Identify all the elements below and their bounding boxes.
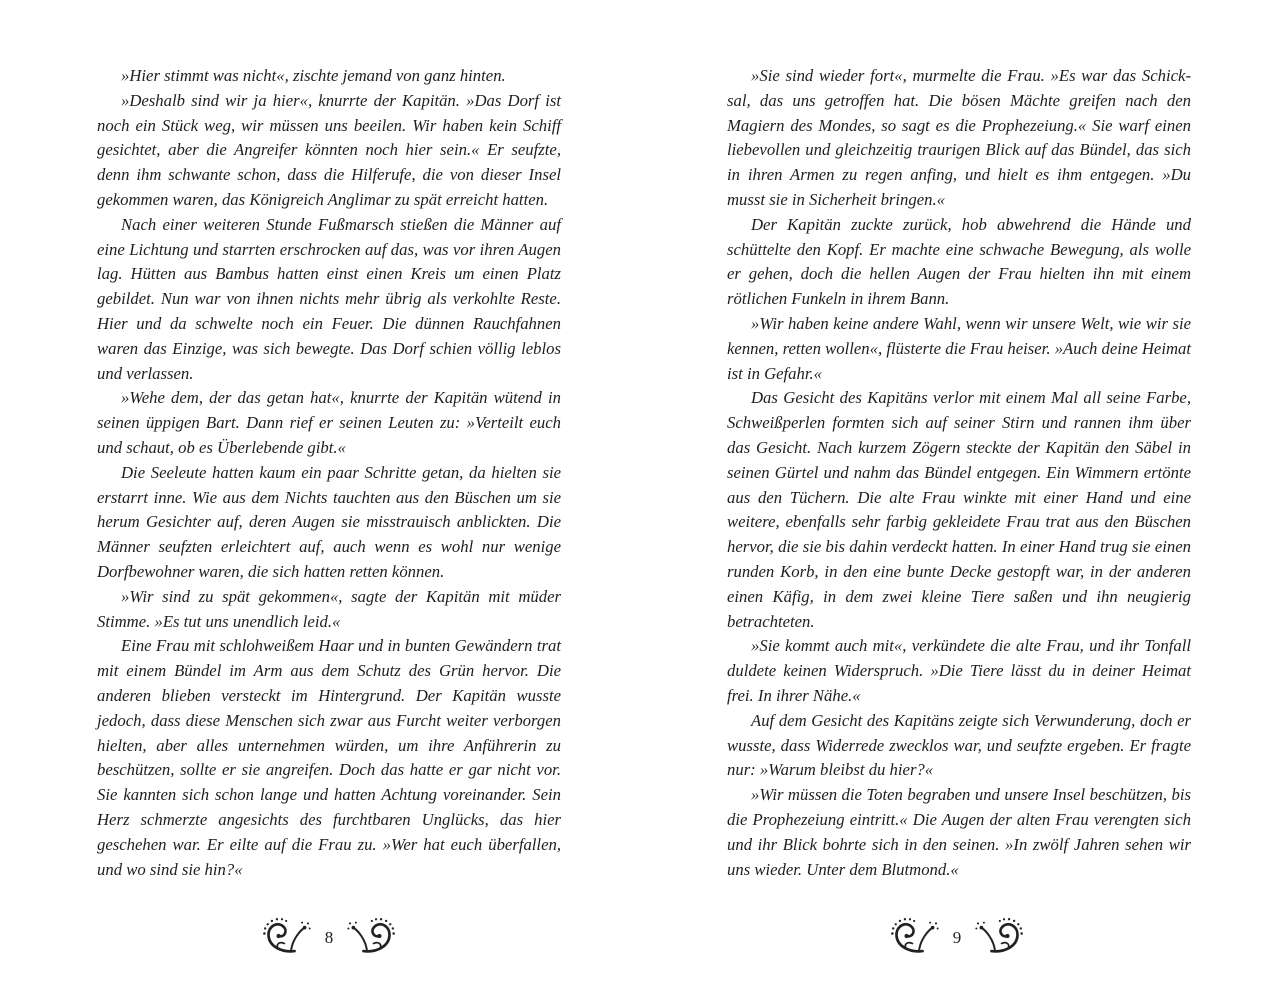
paragraph: »Sie sind wieder fort«, murmelte die Frau. »Es war das Schicksal, das uns getroffen hat. Die bösen Mächte greifen nach den Magiern des Mondes, so sagt es die Prophezeiung.« Sie warf einen liebevollen und gleichzeitig traurigen Blick auf das Bündel, das sich in ihren Armen zu regen anfing, und hielt es ihm entgegen. »Du musst sie in Sicherheit bringen.« (727, 66, 1191, 209)
paragraph: Eine Frau mit schlohweißem Haar und in bunten Gewändern trat mit einem Bündel im Arm aus dem Schutz des Grün hervor. Die anderen blieben versteckt im Hintergrund. Der Kapitän wusste jedoch, dass diese Menschen sich zwar aus Furcht weiter verborgen hielten, aber alles unternehmen würden, um ihre Anführerin zu beschützen, sollte er sie angreifen. Doch das hatte er gar nicht vor. Sie kannten sich schon lange und hatten Achtung voreinander. Sein Herz schmerzte angesichts des furchtbaren Unglücks, das hier geschehen war. Er eilte auf die Frau zu. »Wer hat euch überfallen, und wo sind sie hin?« (97, 636, 561, 879)
swirl-flourish-icon (973, 912, 1025, 960)
paragraph: »Sie kommt auch mit«, verkündete die alte Frau, und ihr Tonfall duldete keinen Widerspruch. »Die Tiere lässt du in deiner Heimat frei. In ihrer Nähe.« (727, 636, 1191, 705)
page-number: 8 (324, 928, 334, 947)
paragraph: »Wir sind zu spät gekommen«, sagte der Kapitän mit müder Stimme. »Es tut uns unendlich leid.« (97, 586, 561, 631)
paragraph: »Wir müssen die Toten begraben und unsere Insel beschützen, bis die Prophezeiung eintritt.« Die Augen der alten Frau verengten sich und ihr Blick bohrte sich in den seinen. »In zwölf Jahren sehen wir uns wieder. Unter dem Blutmond.« (727, 785, 1191, 879)
right-page-text (727, 64, 1191, 882)
left-page-text (97, 64, 561, 882)
swirl-flourish-icon (261, 912, 313, 960)
paragraph: Auf dem Gesicht des Kapitäns zeigte sich Verwunderung, doch er wusste, dass Widerrede zwecklos war, und seufzte ergeben. Er fragte nur: »Warum bleibst du hier?« (727, 710, 1191, 780)
left-page-folio (234, 908, 424, 964)
paragraph: »Deshalb sind wir ja hier«, knurrte der Kapitän. »Das Dorf ist noch ein Stück weg, wir müssen uns beeilen. Wir haben kein Schiff gesichtet, aber die Angreifer könnten noch hier sein.« Er seufzte, denn ihm schwante schon, dass die Hilferufe, die von dieser Insel gekommen waren, das Königreich Anglimar zu spät erreicht hatten. (97, 90, 561, 209)
swirl-flourish-icon (889, 912, 941, 960)
paragraph: Nach einer weiteren Stunde Fußmarsch stießen die Männer auf eine Lichtung und starrten erschrocken auf das, was vor ihren Augen lag. Hütten aus Bambus hatten einst einen Kreis um einen Platz gebildet. Nun war von ihnen nichts mehr übrig als verkohlte Reste. Hier und da schwelte noch ein Feuer. Die dünnen Rauchfahnen waren das Einzige, was sich bewegte. Das Dorf schien völlig leblos und verlassen. (97, 214, 561, 383)
paragraph: »Wehe dem, der das getan hat«, knurrte der Kapitän wütend in seinen üppigen Bart. Dann rief er seinen Leuten zu: »Verteilt euch und schaut, ob es Überlebende gibt.« (97, 388, 561, 457)
page-number: 9 (952, 928, 962, 947)
right-page-folio (862, 908, 1052, 964)
paragraph: »Wir haben keine andere Wahl, wenn wir unsere Welt, wie wir sie kennen, retten wollen«, flüsterte die Frau heiser. »Auch deine Heimat ist in Gefahr.« (727, 313, 1191, 383)
paragraph: Das Gesicht des Kapitäns verlor mit einem Mal all seine Farbe, Schweißperlen formten sich auf seiner Stirn und rannen ihm über das Gesicht. Nach kurzem Zögern steckte der Kapitän den Säbel in seinen Gürtel und nahm das Bündel entgegen. Ein Wimmern ertönte aus den Tüchern. Die alte Frau winkte mit einer Hand und eine weitere, ebenfalls sehr farbig gekleidete Frau trat aus den Büschen hervor, die sie bis dahin verdeckt hatten. In einer Hand trug sie einen runden Korb, in den eine bunte Decke gestopft war, in der anderen einen Käfig, in dem zwei kleine Tiere saßen und ihn neugierig betrachteten. (727, 388, 1191, 631)
paragraph: Die Seeleute hatten kaum ein paar Schritte getan, da hielten sie erstarrt inne. Wie aus dem Nichts tauchten aus den Büschen um sie herum Gesichter auf, deren Augen sie misstrauisch anblickten. Die Männer seufzten erleichtert auf, auch wenn es wohl nur wenige Dorfbewohner waren, die sich hatten retten können. (97, 462, 561, 581)
swirl-flourish-icon (345, 912, 397, 960)
paragraph: »Hier stimmt was nicht«, zischte jemand von ganz hinten. (121, 66, 506, 85)
paragraph: Der Kapitän zuckte zurück, hob abwehrend die Hände und schüttelte den Kopf. Er machte eine schwache Bewegung, als wolle er gehen, doch die hellen Augen der Frau hielten ihn mit einem rötlichen Funkeln in ihrem Bann. (727, 214, 1191, 309)
